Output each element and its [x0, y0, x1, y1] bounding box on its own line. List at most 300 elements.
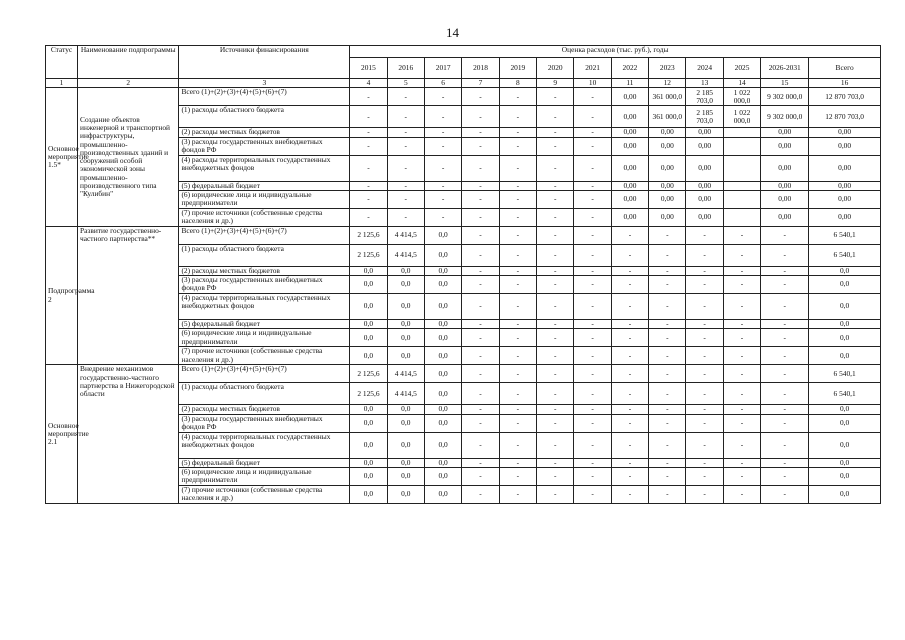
column-number: 5 [387, 79, 424, 88]
value-cell: 0,0 [424, 276, 461, 294]
source-label: (1) расходы областного бюджета [179, 244, 350, 266]
value-cell: - [499, 467, 536, 485]
value-cell: - [761, 485, 809, 503]
value-cell: - [499, 485, 536, 503]
source-label: (5) федеральный бюджет [179, 181, 350, 190]
value-cell: - [649, 294, 686, 320]
value-cell: - [537, 244, 574, 266]
value-cell: - [686, 226, 723, 244]
source-label: (7) прочие источники (собственные средства населения и др.) [179, 485, 350, 503]
header-year: 2018 [462, 58, 499, 79]
source-label: (3) расходы государственных внебюджетных фондов РФ [179, 137, 350, 155]
value-cell: 0,0 [350, 405, 387, 414]
column-number: 12 [649, 79, 686, 88]
header-estimate: Оценка расходов (тыс. руб.), годы [350, 46, 881, 58]
page-number: 14 [446, 25, 459, 40]
value-cell: - [574, 181, 611, 190]
value-cell: - [611, 347, 648, 365]
value-cell: - [537, 106, 574, 128]
header-year: Всего [809, 58, 881, 79]
source-label: (4) расходы территориальных государственных внебюджетных фондов [179, 432, 350, 458]
source-label: (3) расходы государственных внебюджетных фондов РФ [179, 414, 350, 432]
value-cell: - [387, 137, 424, 155]
value-cell: - [499, 226, 536, 244]
header-year: 2017 [424, 58, 461, 79]
column-number: 4 [350, 79, 387, 88]
value-cell: - [649, 276, 686, 294]
value-cell: 2 125,6 [350, 226, 387, 244]
value-cell: - [649, 365, 686, 383]
value-cell: - [499, 294, 536, 320]
source-label: Всего (1)+(2)+(3)+(4)+(5)+(6)+(7) [179, 365, 350, 383]
value-cell: - [537, 329, 574, 347]
value-cell: - [723, 226, 760, 244]
value-cell: - [537, 137, 574, 155]
value-cell: - [537, 347, 574, 365]
value-cell: 0,0 [809, 329, 881, 347]
value-cell: 0,0 [387, 485, 424, 503]
source-label: (2) расходы местных бюджетов [179, 405, 350, 414]
value-cell: - [499, 106, 536, 128]
value-cell: - [499, 88, 536, 106]
value-cell: - [350, 88, 387, 106]
value-cell: 0,0 [809, 405, 881, 414]
value-cell: - [462, 405, 499, 414]
value-cell: 0,0 [387, 329, 424, 347]
value-cell: 0,00 [761, 208, 809, 226]
value-cell: - [611, 329, 648, 347]
value-cell: - [649, 226, 686, 244]
value-cell: 2 185 703,0 [686, 106, 723, 128]
value-cell: - [723, 467, 760, 485]
value-cell: - [723, 294, 760, 320]
value-cell: - [611, 244, 648, 266]
value-cell: - [574, 347, 611, 365]
value-cell: - [574, 88, 611, 106]
column-number: 10 [574, 79, 611, 88]
source-label: (4) расходы территориальных государственных внебюджетных фондов [179, 155, 350, 181]
value-cell: - [462, 88, 499, 106]
value-cell: - [499, 320, 536, 329]
value-cell: - [723, 365, 760, 383]
value-cell: - [723, 244, 760, 266]
value-cell: - [611, 405, 648, 414]
value-cell: - [649, 414, 686, 432]
header-year: 2016 [387, 58, 424, 79]
value-cell: 4 414,5 [387, 244, 424, 266]
value-cell: - [686, 276, 723, 294]
value-cell: - [649, 432, 686, 458]
value-cell: 0,0 [809, 458, 881, 467]
value-cell: - [686, 244, 723, 266]
value-cell: - [761, 266, 809, 275]
source-label: (5) федеральный бюджет [179, 320, 350, 329]
value-cell: 0,0 [424, 294, 461, 320]
value-cell: - [686, 347, 723, 365]
value-cell: 0,0 [387, 347, 424, 365]
value-cell: - [499, 458, 536, 467]
value-cell: - [499, 276, 536, 294]
value-cell: 0,00 [611, 155, 648, 181]
value-cell: - [462, 128, 499, 137]
value-cell: 0,0 [350, 485, 387, 503]
value-cell: 6 540,1 [809, 365, 881, 383]
value-cell: - [462, 329, 499, 347]
value-cell: - [499, 432, 536, 458]
source-label: (4) расходы территориальных государственных внебюджетных фондов [179, 294, 350, 320]
column-number-row [46, 79, 881, 88]
value-cell: - [537, 383, 574, 405]
value-cell: 0,0 [424, 329, 461, 347]
value-cell: 0,0 [387, 276, 424, 294]
value-cell: 0,00 [649, 137, 686, 155]
value-cell: - [686, 320, 723, 329]
value-cell: 0,00 [686, 181, 723, 190]
value-cell: - [350, 128, 387, 137]
value-cell: - [424, 106, 461, 128]
value-cell: - [350, 190, 387, 208]
source-label: Всего (1)+(2)+(3)+(4)+(5)+(6)+(7) [179, 88, 350, 106]
value-cell: - [686, 414, 723, 432]
value-cell: 0,0 [350, 329, 387, 347]
value-cell: - [462, 383, 499, 405]
value-cell: - [574, 485, 611, 503]
value-cell: - [462, 155, 499, 181]
value-cell: - [537, 266, 574, 275]
value-cell: 0,0 [350, 320, 387, 329]
value-cell: - [387, 128, 424, 137]
table-row [46, 88, 881, 106]
value-cell: 0,00 [649, 155, 686, 181]
value-cell: - [723, 383, 760, 405]
value-cell: 6 540,1 [809, 383, 881, 405]
header-year: 2022 [611, 58, 648, 79]
value-cell: - [574, 365, 611, 383]
value-cell: - [574, 266, 611, 275]
value-cell: - [537, 88, 574, 106]
value-cell: - [574, 432, 611, 458]
value-cell: - [462, 414, 499, 432]
value-cell: - [499, 181, 536, 190]
value-cell: - [537, 432, 574, 458]
value-cell: - [462, 190, 499, 208]
value-cell: - [723, 414, 760, 432]
value-cell: 0,0 [350, 458, 387, 467]
header-year: 2020 [537, 58, 574, 79]
value-cell: - [350, 208, 387, 226]
value-cell: - [574, 276, 611, 294]
value-cell: - [574, 208, 611, 226]
value-cell: - [761, 365, 809, 383]
value-cell: - [462, 485, 499, 503]
value-cell: - [424, 155, 461, 181]
value-cell: - [574, 294, 611, 320]
value-cell: - [537, 414, 574, 432]
value-cell: 0,0 [424, 405, 461, 414]
value-cell: 0,00 [809, 137, 881, 155]
value-cell: - [499, 383, 536, 405]
value-cell: - [387, 155, 424, 181]
value-cell: - [574, 155, 611, 181]
value-cell: 0,00 [809, 155, 881, 181]
value-cell: 0,00 [649, 181, 686, 190]
value-cell: 0,0 [809, 276, 881, 294]
value-cell: 9 302 000,0 [761, 106, 809, 128]
block-name: Создание объектов инженерной и транспортной инфраструктуры, промышленно-производственных зданий и сооружений особой экономической зоны промышленно-производственного типа "Кулибин" [78, 88, 179, 227]
value-cell: - [761, 383, 809, 405]
value-cell: - [723, 320, 760, 329]
value-cell: - [574, 128, 611, 137]
value-cell: - [462, 106, 499, 128]
value-cell: - [537, 276, 574, 294]
value-cell: 0,00 [761, 155, 809, 181]
value-cell: - [462, 226, 499, 244]
block-status: Основное мероприятие 2.1 [46, 365, 78, 504]
value-cell: - [649, 458, 686, 467]
value-cell: - [462, 347, 499, 365]
value-cell: - [537, 485, 574, 503]
value-cell: 0,0 [424, 320, 461, 329]
value-cell: - [611, 414, 648, 432]
value-cell: - [574, 244, 611, 266]
source-label: Всего (1)+(2)+(3)+(4)+(5)+(6)+(7) [179, 226, 350, 244]
value-cell: 0,0 [350, 347, 387, 365]
column-number: 1 [46, 79, 78, 88]
value-cell [723, 208, 760, 226]
column-number: 16 [809, 79, 881, 88]
value-cell: 0,0 [424, 467, 461, 485]
value-cell: 0,0 [350, 467, 387, 485]
column-number: 3 [179, 79, 350, 88]
value-cell [723, 155, 760, 181]
value-cell: 0,00 [649, 208, 686, 226]
value-cell: - [611, 467, 648, 485]
value-cell: - [723, 266, 760, 275]
value-cell: - [761, 276, 809, 294]
value-cell: - [462, 208, 499, 226]
value-cell: 0,0 [387, 320, 424, 329]
value-cell: - [387, 190, 424, 208]
value-cell [723, 137, 760, 155]
value-cell: - [499, 266, 536, 275]
value-cell: - [462, 432, 499, 458]
source-label: (2) расходы местных бюджетов [179, 128, 350, 137]
value-cell: 0,00 [809, 208, 881, 226]
value-cell: - [424, 128, 461, 137]
value-cell: 1 022 000,0 [723, 106, 760, 128]
value-cell: 0,0 [809, 432, 881, 458]
value-cell: - [387, 181, 424, 190]
value-cell: 0,00 [809, 128, 881, 137]
value-cell: - [686, 432, 723, 458]
value-cell: 361 000,0 [649, 106, 686, 128]
value-cell: 0,00 [761, 190, 809, 208]
value-cell: 0,0 [809, 266, 881, 275]
value-cell: - [499, 137, 536, 155]
value-cell: - [499, 347, 536, 365]
value-cell: - [499, 329, 536, 347]
header-year: 2023 [649, 58, 686, 79]
value-cell: - [537, 320, 574, 329]
value-cell: - [611, 432, 648, 458]
value-cell: - [686, 405, 723, 414]
value-cell: - [424, 181, 461, 190]
value-cell: 0,0 [387, 266, 424, 275]
value-cell: - [761, 414, 809, 432]
header-year: 2021 [574, 58, 611, 79]
value-cell: 0,00 [611, 128, 648, 137]
value-cell: 0,00 [761, 128, 809, 137]
value-cell: 0,0 [350, 432, 387, 458]
value-cell: 0,00 [809, 181, 881, 190]
value-cell: - [686, 365, 723, 383]
value-cell: 2 125,6 [350, 365, 387, 383]
column-number: 11 [611, 79, 648, 88]
value-cell: 0,0 [350, 266, 387, 275]
column-number: 13 [686, 79, 723, 88]
value-cell: 0,00 [686, 137, 723, 155]
value-cell: - [723, 458, 760, 467]
value-cell: - [649, 329, 686, 347]
value-cell: - [649, 485, 686, 503]
value-cell: 0,0 [424, 458, 461, 467]
value-cell: 0,0 [424, 266, 461, 275]
value-cell: 12 870 703,0 [809, 106, 881, 128]
value-cell: 0,00 [611, 208, 648, 226]
value-cell: - [350, 155, 387, 181]
table-row [46, 365, 881, 383]
value-cell: - [350, 137, 387, 155]
value-cell: - [537, 155, 574, 181]
column-number: 15 [761, 79, 809, 88]
source-label: (6) юридические лица и индивидуальные предприниматели [179, 190, 350, 208]
value-cell: 0,0 [809, 294, 881, 320]
value-cell: 0,0 [387, 405, 424, 414]
value-cell: 4 414,5 [387, 226, 424, 244]
value-cell: 4 414,5 [387, 365, 424, 383]
value-cell: 0,0 [424, 432, 461, 458]
value-cell: - [649, 467, 686, 485]
value-cell: 2 185 703,0 [686, 88, 723, 106]
value-cell: 12 870 703,0 [809, 88, 881, 106]
value-cell: - [350, 106, 387, 128]
value-cell: 0,00 [809, 190, 881, 208]
value-cell: - [723, 485, 760, 503]
block-status: Подпрограмма 2 [46, 226, 78, 365]
header-name: Наименование подпрограммы [78, 46, 179, 79]
value-cell [723, 128, 760, 137]
value-cell: - [424, 208, 461, 226]
value-cell: 0,00 [761, 137, 809, 155]
value-cell: - [611, 485, 648, 503]
value-cell: 0,0 [809, 485, 881, 503]
value-cell: - [723, 432, 760, 458]
value-cell: - [499, 365, 536, 383]
value-cell: - [649, 266, 686, 275]
value-cell: 1 022 000,0 [723, 88, 760, 106]
value-cell: - [499, 190, 536, 208]
value-cell: - [462, 244, 499, 266]
value-cell: - [723, 276, 760, 294]
value-cell: - [611, 276, 648, 294]
value-cell: 6 540,1 [809, 226, 881, 244]
value-cell: - [611, 266, 648, 275]
value-cell: - [424, 137, 461, 155]
value-cell: - [686, 467, 723, 485]
value-cell: - [611, 365, 648, 383]
value-cell: 0,0 [424, 347, 461, 365]
value-cell: - [387, 106, 424, 128]
value-cell: - [761, 244, 809, 266]
value-cell: - [574, 329, 611, 347]
value-cell: - [537, 181, 574, 190]
value-cell: 4 414,5 [387, 383, 424, 405]
value-cell: - [574, 226, 611, 244]
value-cell: - [761, 405, 809, 414]
value-cell: - [462, 365, 499, 383]
value-cell: - [649, 405, 686, 414]
value-cell: - [462, 467, 499, 485]
value-cell: 0,0 [387, 294, 424, 320]
value-cell: 0,00 [686, 208, 723, 226]
value-cell: - [424, 190, 461, 208]
value-cell: 9 302 000,0 [761, 88, 809, 106]
value-cell: 0,0 [424, 383, 461, 405]
value-cell: - [499, 155, 536, 181]
value-cell: - [761, 347, 809, 365]
value-cell: 0,0 [424, 226, 461, 244]
value-cell: - [499, 244, 536, 266]
source-label: (7) прочие источники (собственные средства населения и др.) [179, 347, 350, 365]
value-cell: 0,00 [611, 106, 648, 128]
value-cell: - [574, 320, 611, 329]
value-cell: - [574, 405, 611, 414]
column-number: 6 [424, 79, 461, 88]
value-cell: 0,00 [686, 155, 723, 181]
value-cell: - [761, 432, 809, 458]
value-cell: - [761, 329, 809, 347]
header-year: 2026-2031 [761, 58, 809, 79]
value-cell: - [723, 347, 760, 365]
value-cell: 0,0 [424, 365, 461, 383]
value-cell: - [537, 128, 574, 137]
value-cell: - [462, 266, 499, 275]
value-cell: - [462, 320, 499, 329]
value-cell: 0,00 [649, 190, 686, 208]
value-cell: - [611, 294, 648, 320]
value-cell: - [649, 383, 686, 405]
value-cell: 0,0 [424, 244, 461, 266]
value-cell: 0,0 [387, 432, 424, 458]
source-label: (7) прочие источники (собственные средства населения и др.) [179, 208, 350, 226]
value-cell: 0,0 [424, 414, 461, 432]
value-cell: - [686, 294, 723, 320]
column-number: 7 [462, 79, 499, 88]
value-cell: - [686, 458, 723, 467]
value-cell: 0,0 [387, 458, 424, 467]
value-cell: - [537, 405, 574, 414]
value-cell: - [424, 88, 461, 106]
value-cell: - [537, 226, 574, 244]
value-cell: 0,00 [761, 181, 809, 190]
header-year: 2025 [723, 58, 760, 79]
value-cell: - [537, 467, 574, 485]
value-cell: - [462, 294, 499, 320]
value-cell: - [574, 414, 611, 432]
value-cell: 0,0 [350, 294, 387, 320]
value-cell: - [574, 190, 611, 208]
value-cell: - [686, 383, 723, 405]
